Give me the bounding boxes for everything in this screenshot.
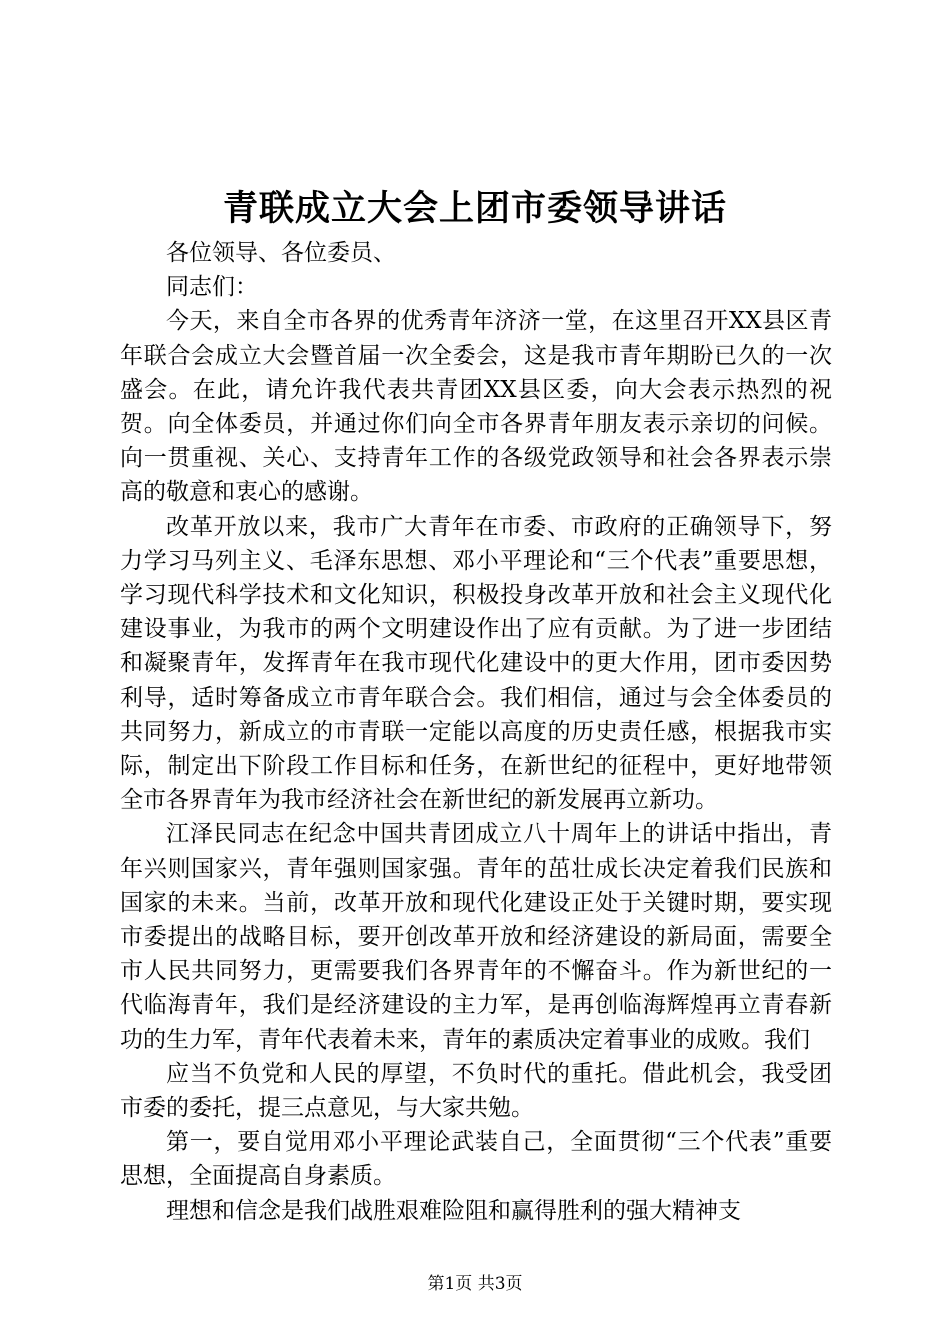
paragraph-expectation: 应当不负党和人民的厚望，不负时代的重托。借此机会，我受团市委的委托，提三点意见，与大家共勉。: [120, 1060, 832, 1122]
paragraph-salutation-2: 同志们：: [166, 274, 258, 301]
paragraph-salutation-1: 各位领导、各位委员、: [166, 240, 396, 266]
page-number: 第1页 共3页: [427, 1274, 523, 1294]
paragraph-youth: 江泽民同志在纪念中国共青团成立八十周年上的讲话中指出，青年兴则国家兴，青年强则国家强。青年的茁壮成长决定着我们民族和国家的未来。当前，改革开放和现代化建设正处于关键时期，要实现市委提出的战略目标，要开创改革开放和经济建设的新局面，需要全市人民共同努力，更需要我们各界青年的不懈奋斗。作为新世纪的一代临海青年，我们是经济建设的主力军，是再创临海辉煌再立青春新功的生力军，青年代表着未来，青年的素质决定着事业的成败。我们: [120, 821, 832, 1053]
document-body: [120, 236, 832, 1228]
paragraph-point-one: 第一，要自觉用邓小平理论武装自己，全面贯彻“三个代表”重要思想，全面提高自身素质。: [120, 1129, 832, 1190]
paragraph-opening: 今天，来自全市各界的优秀青年济济一堂，在这里召开XX县区青年联合会成立大会暨首届一次全委会，这是我市青年期盼已久的一次盛会。在此，请允许我代表共青团XX县区委，向大会表示热烈的祝贺。向全体委员，并通过你们向全市各界青年朋友表示亲切的问候。向一贯重视、关心、支持青年工作的各级党政领导和社会各界表示崇高的敬意和衷心的感谢。: [120, 308, 832, 506]
document-title: 青联成立大会上团市委领导讲话: [222, 188, 727, 229]
paragraph-reform: 改革开放以来，我市广大青年在市委、市政府的正确领导下，努力学习马列主义、毛泽东思想、邓小平理论和“三个代表”重要思想，学习现代科学技术和文化知识，积极投身改革开放和社会主义现代化建设事业，为我市的两个文明建设作出了应有贡献。为了进一步团结和凝聚青年，发挥青年在我市现代化建设中的更大作用，团市委因势利导，适时筹备成立市青年联合会。我们相信，通过与会全体委员的共同努力，新成立的市青联一定能以高度的历史责任感，根据我市实际，制定出下阶段工作目标和任务，在新世纪的征程中，更好地带领全市各界青年为我市经济社会在新世纪的新发展再立新功。: [120, 513, 832, 814]
paragraph-ideals: 理想和信念是我们战胜艰难险阻和赢得胜利的强大精神支: [166, 1197, 741, 1224]
